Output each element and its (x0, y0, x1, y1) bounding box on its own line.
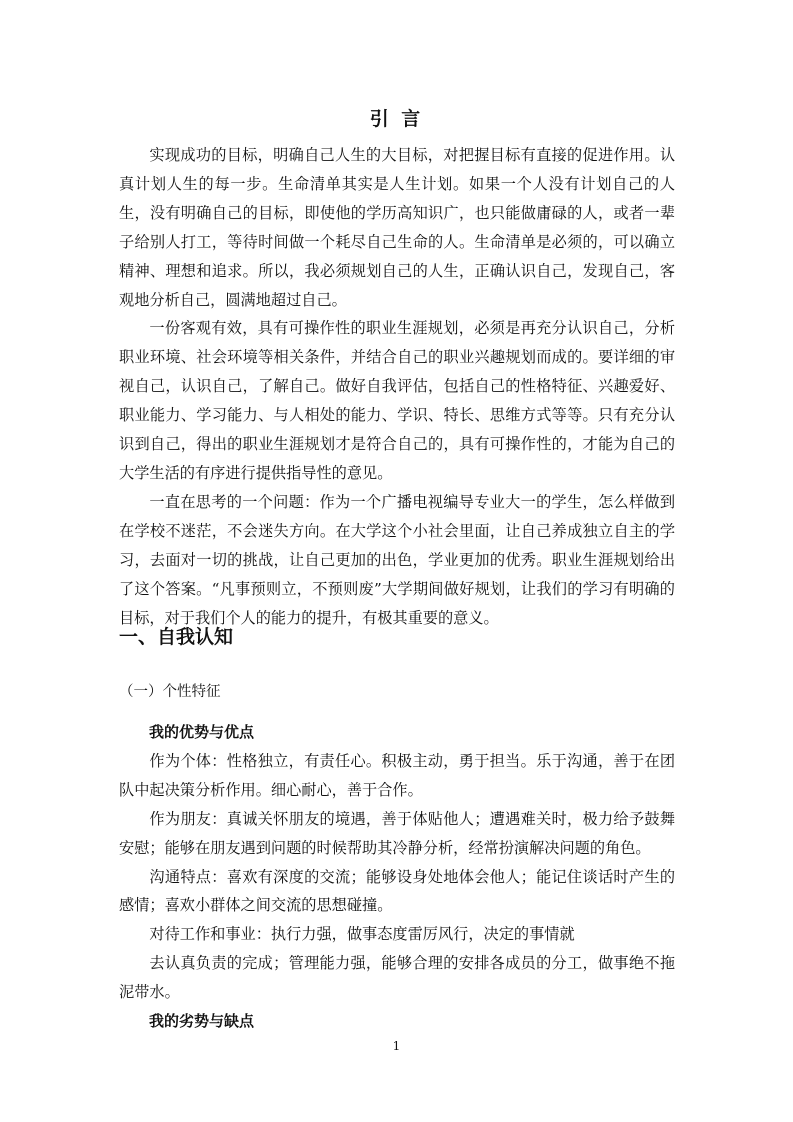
intro-section (119, 141, 675, 632)
strength-item: 沟通特点：喜欢有深度的交流；能够设身处地体会他人；能记住谈话时产生的感情；喜欢小群体之间交流的思想碰撞。 (119, 867, 675, 915)
strength-item: 对待工作和事业：执行力强，做事态度雷厉风行，决定的事情就 (149, 925, 575, 944)
strengths-title: 我的优势与优点 (149, 723, 255, 741)
intro-paragraph-1: 实现成功的目标，明确自己人生的大目标，对把握目标有直接的促进作用。认真计划人生的每一步。生命清单其实是人生计划。如果一个人没有计划自己的人生，没有明确自己的目标，即使他的学历高知识广，也只能做庸碌的人，或者一辈子给别人打工，等待时间做一个耗尽自己生命的人。生命清单是必须的，可以确立精神、理想和追求。所以，我必须规划自己的人生，正确认识自己，发现自己，客观地分析自己，圆满地超过自己。 (119, 146, 675, 309)
subsection-heading: （一）个性特征 (119, 684, 221, 700)
strength-item: 作为个体：性格独立，有责任心。积极主动，勇于担当。乐于沟通，善于在团队中起决策分析作用。细心耐心，善于合作。 (119, 751, 675, 799)
strengths-section (119, 718, 675, 1036)
page-number: 1 (392, 1039, 401, 1053)
intro-paragraph-3: 一直在思考的一个问题：作为一个广播电视编导专业大一的学生，怎么样做到在学校不迷茫，不会迷失方向。在大学这个小社会里面，让自己养成独立自主的学习，去面对一切的挑战，让自己更加的出色，学业更加的优秀。职业生涯规划给出了这个答案。“凡事预则立，不预则废”大学期间做好规划，让我们的学习有明确的目标，对于我们个人的能力的提升，有极其重要的意义。 (119, 492, 675, 627)
strength-item: 作为朋友：真诚关怀朋友的境遇，善于体贴他人；遭遇难关时，极力给予鼓舞安慰；能够在朋友遇到问题的时候帮助其冷静分析，经常扮演解决问题的角色。 (119, 809, 675, 857)
strength-item: 去认真负责的完成；管理能力强，能够合理的安排各成员的分工，做事绝不拖泥带水。 (119, 954, 675, 1002)
weaknesses-title: 我的劣势与缺点 (149, 1012, 255, 1031)
section-heading: 一、自我认知 (119, 626, 234, 648)
intro-paragraph-2: 一份客观有效，具有可操作性的职业生涯规划，必须是再充分认识自己，分析职业环境、社会环境等相关条件，并结合自己的职业兴趣规划而成的。要详细的审视自己，认识自己，了解自己。做好自我评估，包括自己的性格特征、兴趣爱好、职业能力、学习能力、与人相处的能力、学识、特长、思维方式等等。只有充分认识到自己，得出的职业生涯规划才是符合自己的，具有可操作性的，才能为自己的大学生活的有序进行提供指导性的意见。 (119, 319, 675, 482)
page-title: 引 言 (369, 108, 424, 130)
